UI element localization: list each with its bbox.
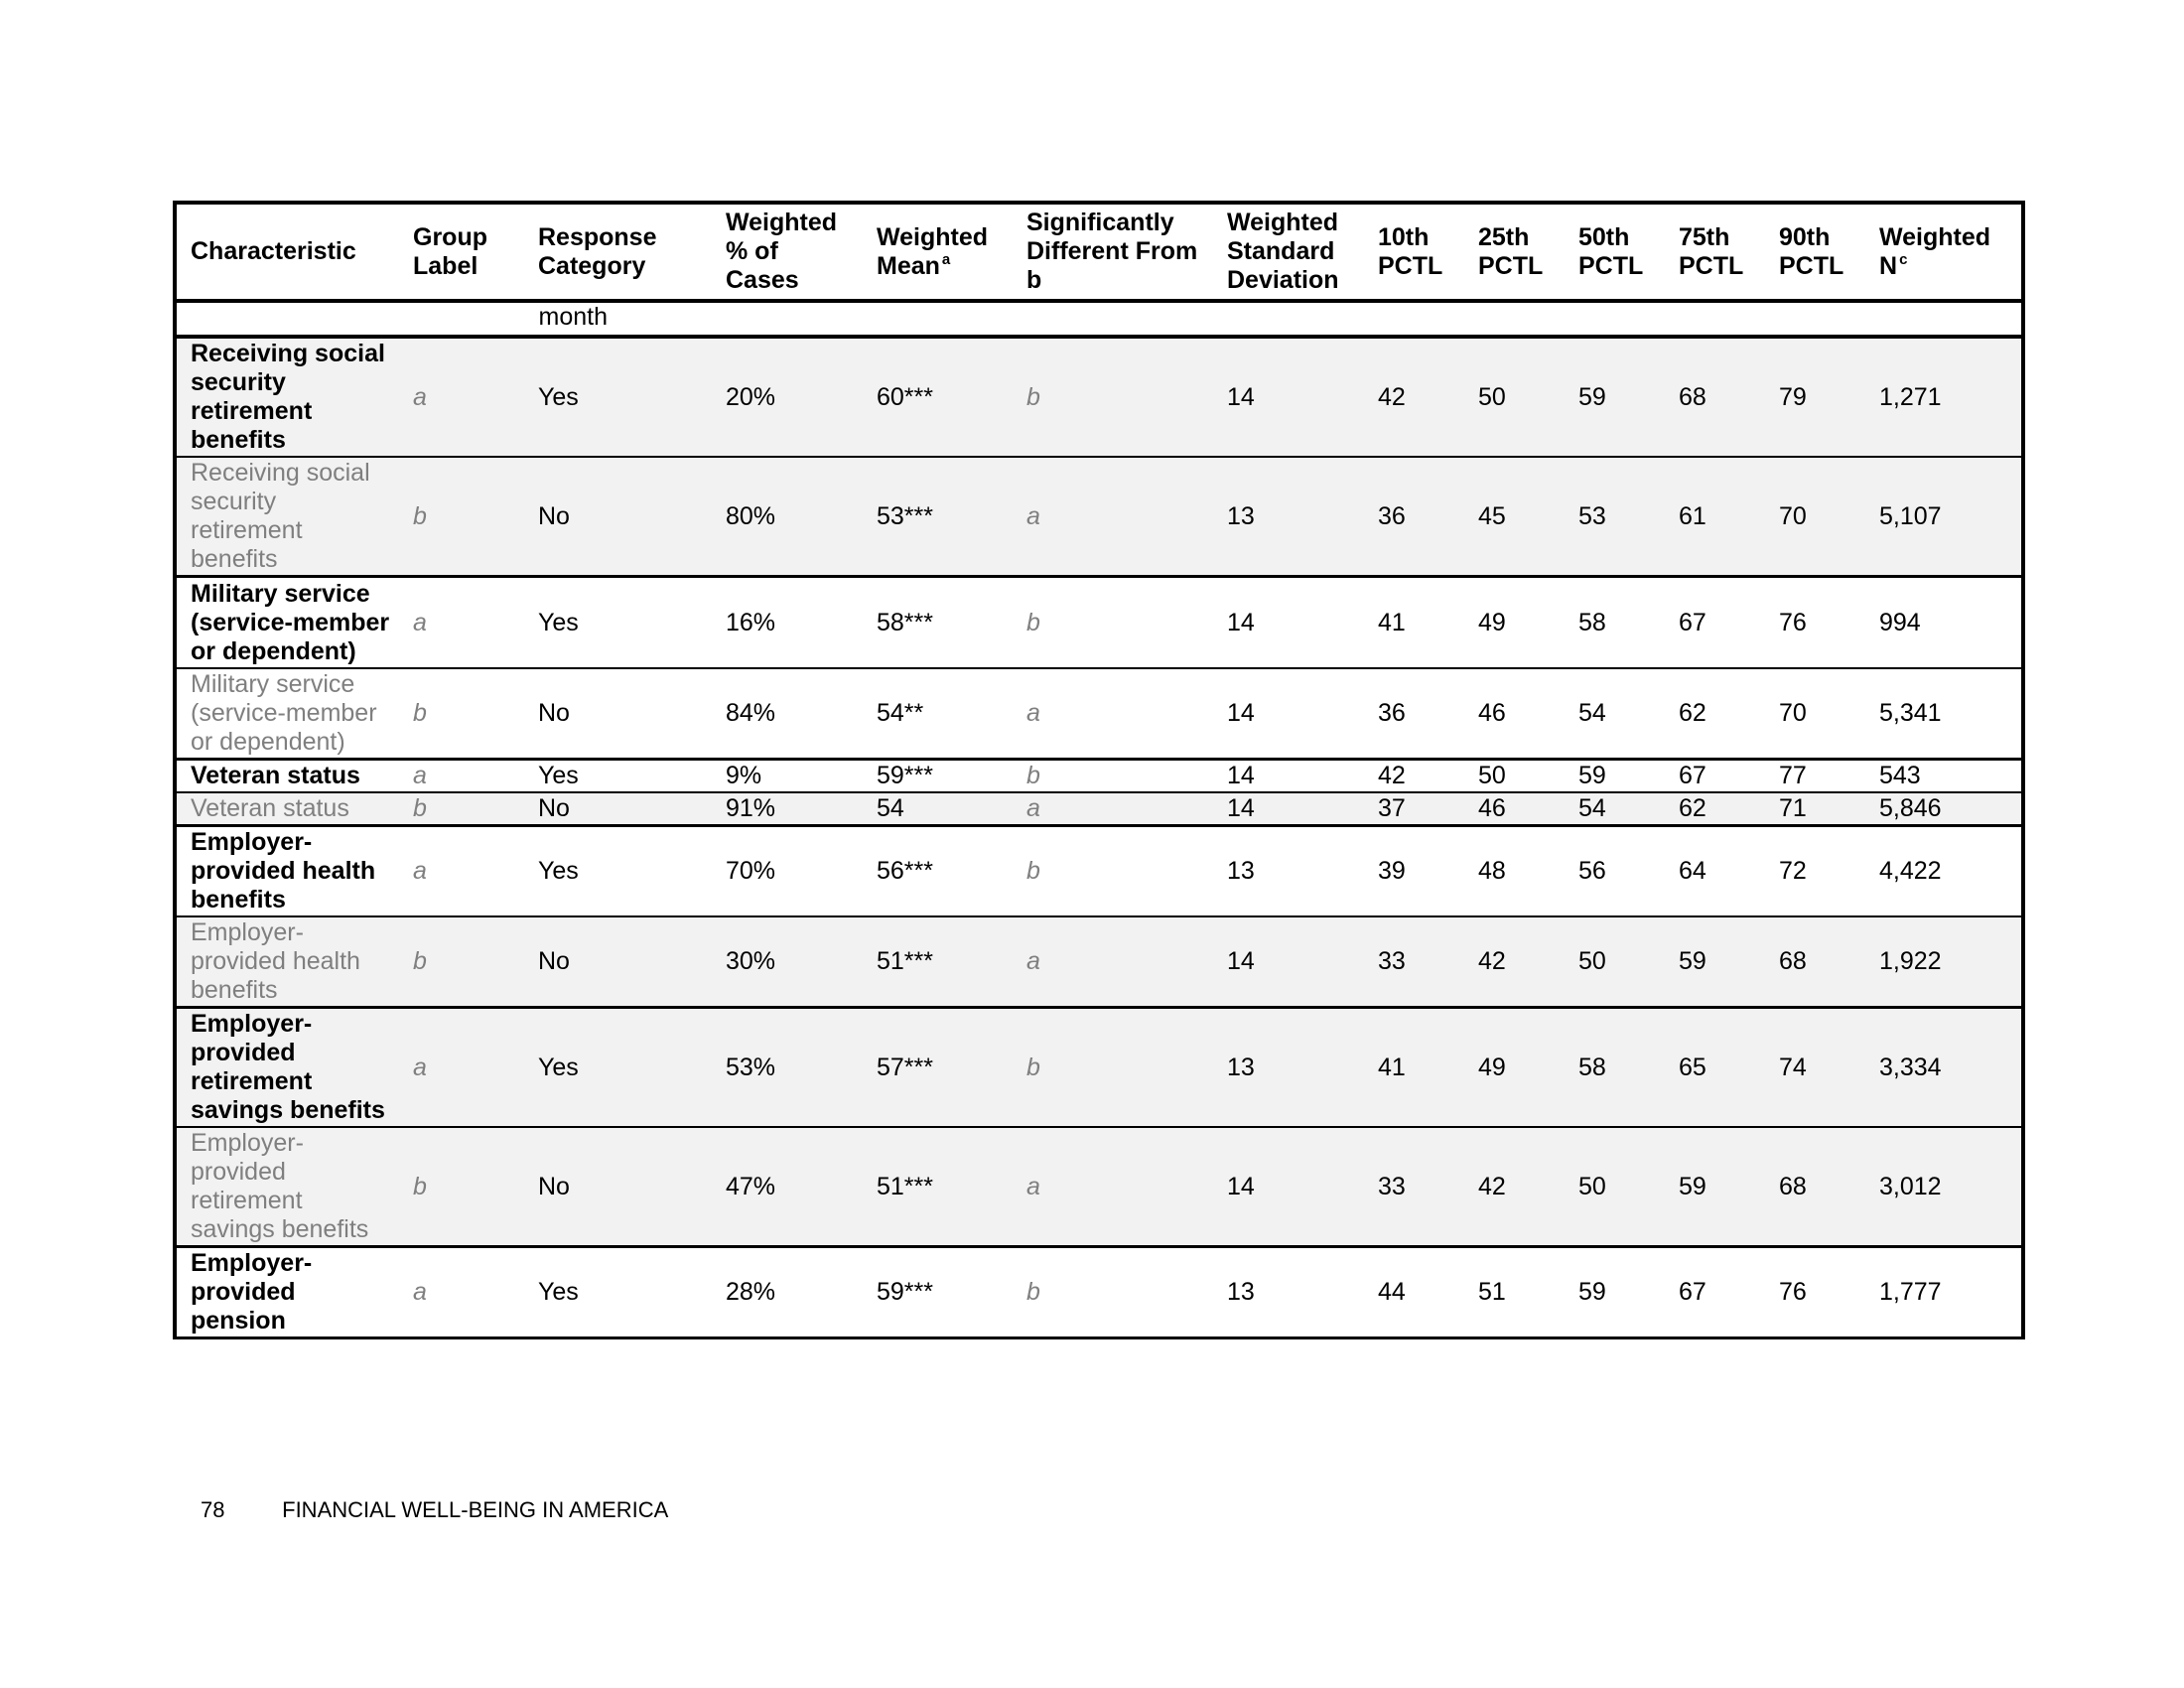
weighted-n-cell: 3,012	[1865, 1127, 2023, 1247]
weighted-n-cell: 3,334	[1865, 1008, 2023, 1128]
std-dev-cell: 14	[1213, 337, 1364, 457]
std-dev-cell: 13	[1213, 826, 1364, 917]
header-significantly-different: Significantly Different From b	[1013, 203, 1213, 301]
table-row	[175, 668, 2023, 760]
pctl-50-cell: 58	[1565, 1008, 1665, 1128]
pctl-10-cell: 39	[1364, 826, 1464, 917]
std-dev-cell: 13	[1213, 457, 1364, 577]
characteristic-cell: Employer-provided health benefits	[175, 916, 399, 1008]
response-category-cell: No	[524, 457, 712, 577]
weighted-n-cell: 1,777	[1865, 1247, 2023, 1338]
response-category-cell: Yes	[524, 760, 712, 793]
characteristic-cell: Employer-provided retirement savings benefits	[175, 1008, 399, 1128]
table-cell	[1364, 301, 1464, 337]
weighted-mean-cell: 54**	[863, 668, 1013, 760]
response-category-cell: Yes	[524, 577, 712, 669]
response-category-cell: Yes	[524, 337, 712, 457]
response-category-cell: Yes	[524, 826, 712, 917]
table-cell: month	[524, 301, 712, 337]
response-category-cell: No	[524, 668, 712, 760]
header-90th-pctl: 90th PCTL	[1765, 203, 1865, 301]
significance-cell: b	[1013, 1247, 1213, 1338]
std-dev-cell: 13	[1213, 1247, 1364, 1338]
significance-cell: b	[1013, 577, 1213, 669]
header-row	[175, 203, 2023, 301]
pctl-75-cell: 61	[1665, 457, 1765, 577]
weighted-mean-cell: 60***	[863, 337, 1013, 457]
pctl-75-cell: 62	[1665, 792, 1765, 826]
std-dev-cell: 14	[1213, 792, 1364, 826]
weighted-mean-cell: 59***	[863, 760, 1013, 793]
pctl-10-cell: 33	[1364, 1127, 1464, 1247]
characteristic-cell: Military service (service-member or dependent)	[175, 577, 399, 669]
header-50th-pctl: 50th PCTL	[1565, 203, 1665, 301]
page-number: 78	[201, 1497, 225, 1522]
significance-cell: b	[1013, 337, 1213, 457]
weighted-percent-cell: 91%	[712, 792, 863, 826]
table-row	[175, 457, 2023, 577]
weighted-mean-cell: 53***	[863, 457, 1013, 577]
pctl-10-cell: 36	[1364, 457, 1464, 577]
weighted-percent-cell: 30%	[712, 916, 863, 1008]
weighted-percent-cell: 16%	[712, 577, 863, 669]
weighted-n-cell: 5,846	[1865, 792, 2023, 826]
header-weighted-mean: Weighted Mean $^a$	[863, 203, 1013, 301]
significance-cell: a	[1013, 1127, 1213, 1247]
table-row	[175, 577, 2023, 669]
pctl-10-cell: 42	[1364, 337, 1464, 457]
std-dev-cell: 14	[1213, 916, 1364, 1008]
std-dev-cell: 14	[1213, 1127, 1364, 1247]
response-category-cell: Yes	[524, 1247, 712, 1338]
pctl-90-cell: 68	[1765, 916, 1865, 1008]
weighted-percent-cell: 80%	[712, 457, 863, 577]
pctl-25-cell: 49	[1464, 577, 1565, 669]
pctl-75-cell: 59	[1665, 1127, 1765, 1247]
group-label-cell: b	[399, 792, 524, 826]
characteristic-cell: Receiving social security retirement benefits	[175, 337, 399, 457]
weighted-mean-cell: 51***	[863, 916, 1013, 1008]
significance-cell: a	[1013, 916, 1213, 1008]
characteristic-cell: Employer-provided retirement savings benefits	[175, 1127, 399, 1247]
significance-cell: b	[1013, 1008, 1213, 1128]
weighted-n-cell: 5,107	[1865, 457, 2023, 577]
pctl-90-cell: 79	[1765, 337, 1865, 457]
weighted-n-cell: 994	[1865, 577, 2023, 669]
footnote-marker: c	[1899, 250, 1908, 268]
group-label-cell: a	[399, 1008, 524, 1128]
std-dev-cell: 13	[1213, 1008, 1364, 1128]
weighted-n-cell: 543	[1865, 760, 2023, 793]
weighted-n-cell: 5,341	[1865, 668, 2023, 760]
characteristic-cell: Employer-provided health benefits	[175, 826, 399, 917]
pctl-50-cell: 59	[1565, 337, 1665, 457]
std-dev-cell: 14	[1213, 668, 1364, 760]
weighted-mean-cell: 59***	[863, 1247, 1013, 1338]
header-10th-pctl: 10th PCTL	[1364, 203, 1464, 301]
weighted-percent-cell: 53%	[712, 1008, 863, 1128]
table-row	[175, 826, 2023, 917]
pctl-75-cell: 62	[1665, 668, 1765, 760]
response-category-cell: No	[524, 792, 712, 826]
pctl-10-cell: 36	[1364, 668, 1464, 760]
pctl-75-cell: 65	[1665, 1008, 1765, 1128]
pctl-25-cell: 42	[1464, 916, 1565, 1008]
header-weighted-n: Weighted N $^c$	[1865, 203, 2023, 301]
pctl-10-cell: 41	[1364, 577, 1464, 669]
weighted-mean-cell: 57***	[863, 1008, 1013, 1128]
table-cell	[863, 301, 1013, 337]
group-label-cell: b	[399, 457, 524, 577]
pctl-75-cell: 68	[1665, 337, 1765, 457]
std-dev-cell: 14	[1213, 760, 1364, 793]
pctl-90-cell: 76	[1765, 577, 1865, 669]
significance-cell: b	[1013, 760, 1213, 793]
table-cell	[1565, 301, 1665, 337]
table-row	[175, 760, 2023, 793]
pctl-50-cell: 54	[1565, 792, 1665, 826]
weighted-percent-cell: 9%	[712, 760, 863, 793]
pctl-75-cell: 59	[1665, 916, 1765, 1008]
pctl-10-cell: 37	[1364, 792, 1464, 826]
response-category-cell: Yes	[524, 1008, 712, 1128]
characteristic-cell: Employer-provided pension	[175, 1247, 399, 1338]
pctl-90-cell: 72	[1765, 826, 1865, 917]
table-cell	[175, 301, 399, 337]
pctl-50-cell: 58	[1565, 577, 1665, 669]
weighted-n-cell: 4,422	[1865, 826, 2023, 917]
pctl-50-cell: 50	[1565, 916, 1665, 1008]
table-row	[175, 337, 2023, 457]
pctl-10-cell: 41	[1364, 1008, 1464, 1128]
group-label-cell: b	[399, 1127, 524, 1247]
response-category-cell: No	[524, 1127, 712, 1247]
pctl-25-cell: 46	[1464, 668, 1565, 760]
pctl-50-cell: 56	[1565, 826, 1665, 917]
significance-cell: a	[1013, 792, 1213, 826]
pctl-10-cell: 33	[1364, 916, 1464, 1008]
pctl-25-cell: 50	[1464, 760, 1565, 793]
pctl-90-cell: 71	[1765, 792, 1865, 826]
group-label-cell: b	[399, 668, 524, 760]
pctl-25-cell: 48	[1464, 826, 1565, 917]
table-cell	[712, 301, 863, 337]
header-weighted-standard-deviation: Weighted Standard Deviation	[1213, 203, 1364, 301]
table-cell	[1013, 301, 1213, 337]
weighted-percent-cell: 70%	[712, 826, 863, 917]
data-table	[173, 201, 2025, 1339]
table-row	[175, 792, 2023, 826]
weighted-n-cell: 1,922	[1865, 916, 2023, 1008]
data-table-container	[173, 201, 2021, 1339]
pctl-50-cell: 54	[1565, 668, 1665, 760]
table-cell	[1765, 301, 1865, 337]
pctl-90-cell: 70	[1765, 668, 1865, 760]
pctl-75-cell: 67	[1665, 1247, 1765, 1338]
characteristic-cell: Receiving social security retirement benefits	[175, 457, 399, 577]
pctl-75-cell: 67	[1665, 760, 1765, 793]
continuation-row	[175, 301, 2023, 337]
group-label-cell: a	[399, 1247, 524, 1338]
header-characteristic: Characteristic	[175, 203, 399, 301]
pctl-10-cell: 44	[1364, 1247, 1464, 1338]
characteristic-cell: Veteran status	[175, 760, 399, 793]
page-footer	[201, 1497, 668, 1523]
weighted-percent-cell: 84%	[712, 668, 863, 760]
header-group-label: Group Label	[399, 203, 524, 301]
pctl-50-cell: 53	[1565, 457, 1665, 577]
weighted-n-cell: 1,271	[1865, 337, 2023, 457]
pctl-90-cell: 76	[1765, 1247, 1865, 1338]
table-row	[175, 1127, 2023, 1247]
pctl-50-cell: 59	[1565, 1247, 1665, 1338]
header-75th-pctl: 75th PCTL	[1665, 203, 1765, 301]
significance-cell: a	[1013, 457, 1213, 577]
table-cell	[1213, 301, 1364, 337]
pctl-90-cell: 74	[1765, 1008, 1865, 1128]
table-cell	[399, 301, 524, 337]
table-cell	[1665, 301, 1765, 337]
pctl-25-cell: 49	[1464, 1008, 1565, 1128]
pctl-90-cell: 70	[1765, 457, 1865, 577]
group-label-cell: a	[399, 337, 524, 457]
weighted-mean-cell: 58***	[863, 577, 1013, 669]
table-row	[175, 1247, 2023, 1338]
group-label-cell: a	[399, 760, 524, 793]
weighted-mean-cell: 56***	[863, 826, 1013, 917]
weighted-percent-cell: 20%	[712, 337, 863, 457]
pctl-25-cell: 50	[1464, 337, 1565, 457]
header-weighted-percent-of-cases: Weighted % of Cases	[712, 203, 863, 301]
table-cell	[1464, 301, 1565, 337]
pctl-25-cell: 45	[1464, 457, 1565, 577]
pctl-10-cell: 42	[1364, 760, 1464, 793]
characteristic-cell: Veteran status	[175, 792, 399, 826]
group-label-cell: b	[399, 916, 524, 1008]
pctl-50-cell: 59	[1565, 760, 1665, 793]
std-dev-cell: 14	[1213, 577, 1364, 669]
table-cell	[1865, 301, 2023, 337]
pctl-90-cell: 77	[1765, 760, 1865, 793]
pctl-90-cell: 68	[1765, 1127, 1865, 1247]
pctl-25-cell: 42	[1464, 1127, 1565, 1247]
group-label-cell: a	[399, 826, 524, 917]
running-title: FINANCIAL WELL-BEING IN AMERICA	[282, 1497, 669, 1522]
significance-cell: b	[1013, 826, 1213, 917]
table-row	[175, 916, 2023, 1008]
characteristic-cell: Military service (service-member or dependent)	[175, 668, 399, 760]
pctl-75-cell: 64	[1665, 826, 1765, 917]
group-label-cell: a	[399, 577, 524, 669]
weighted-percent-cell: 47%	[712, 1127, 863, 1247]
response-category-cell: No	[524, 916, 712, 1008]
table-body	[175, 301, 2023, 1338]
table-row	[175, 1008, 2023, 1128]
pctl-25-cell: 46	[1464, 792, 1565, 826]
weighted-mean-cell: 51***	[863, 1127, 1013, 1247]
pctl-50-cell: 50	[1565, 1127, 1665, 1247]
significance-cell: a	[1013, 668, 1213, 760]
header-response-category: Response Category	[524, 203, 712, 301]
footnote-marker: a	[941, 250, 951, 268]
weighted-mean-cell: 54	[863, 792, 1013, 826]
weighted-percent-cell: 28%	[712, 1247, 863, 1338]
pctl-25-cell: 51	[1464, 1247, 1565, 1338]
header-25th-pctl: 25th PCTL	[1464, 203, 1565, 301]
pctl-75-cell: 67	[1665, 577, 1765, 669]
